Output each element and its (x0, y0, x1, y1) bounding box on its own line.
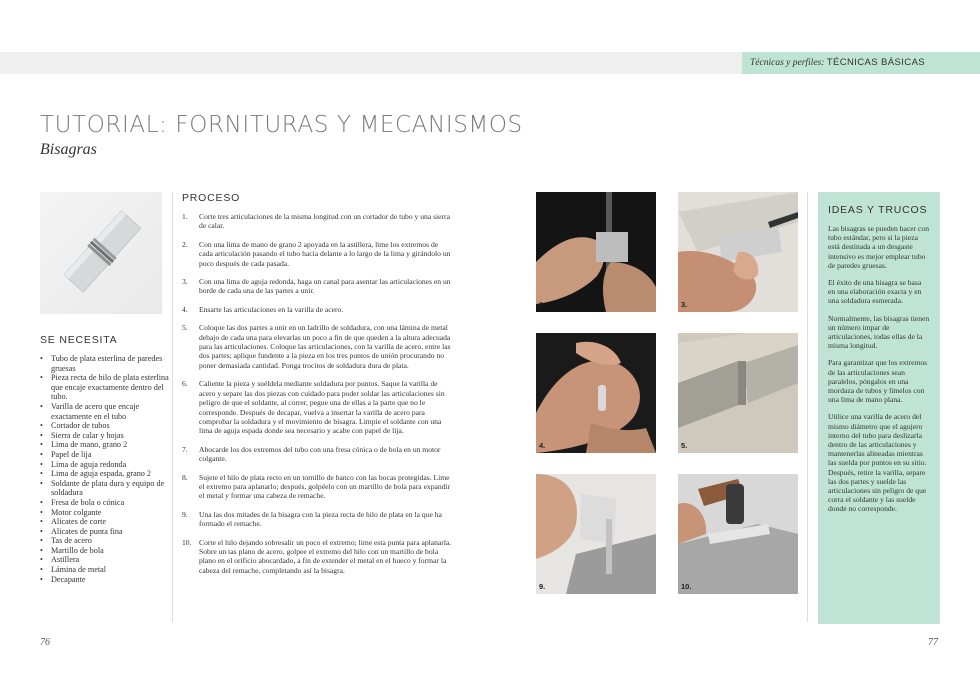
step-photo-4 (536, 333, 656, 453)
page-title: TUTORIAL: FORNITURAS Y MECANISMOS (40, 112, 523, 138)
step-number: 9. (182, 509, 188, 519)
photo-label: 3. (681, 300, 688, 309)
step-number: 4. (182, 304, 188, 314)
list-item: • Fresa de bola o cónica (40, 498, 172, 508)
hinge-product-photo (40, 192, 162, 314)
list-item: • Alicates de punta fina (40, 527, 172, 537)
photo-label: 1. (539, 300, 546, 309)
list-item: • Lima de mano, grano 2 (40, 440, 172, 450)
ideas-paragraph: El éxito de una bisagra se basa en una elaboración exacta y en una soldadura esmerada. (828, 278, 922, 306)
process-step (182, 445, 452, 464)
process-step (182, 212, 452, 231)
column-divider (172, 192, 173, 622)
step-number: 6. (182, 379, 188, 389)
step-photo-1 (536, 192, 656, 312)
step-number: 2. (182, 239, 188, 249)
section-tag-caps: TÉCNICAS BÁSICAS (826, 57, 926, 68)
page-number-left: 76 (40, 637, 50, 648)
ideas-paragraph: Normalmente, las bisagras tienen un número impar de articulaciones, todas ellas de la misma longitud. (828, 313, 930, 351)
process-step (182, 473, 452, 501)
list-item: • Lámina de metal (40, 565, 172, 575)
list-item: • Sierra de calar y hojas (40, 431, 172, 441)
step-text: Coloque las dos partes a unir en un ladrillo de soldadura, con una lámina de metal debajo de cada una para elevarlas un poco a fin de que queden a la altura adecuada para las articulaciones. Coloque las articulaciones, con la varilla de acero, entre las dos partes; aplique fundente a la pieza en los tres puntos de unión procurando no poner demasiada cantidad. Ponga trocitos de soldadura dura de plata. (199, 323, 451, 370)
process-step (182, 305, 452, 314)
step-text: Ensarte las articulaciones en la varilla de acero. (199, 304, 344, 314)
step-photo-5 (678, 333, 798, 453)
step-number: 3. (182, 277, 188, 287)
photo-label: 4. (539, 441, 546, 450)
step-number: 5. (182, 323, 188, 333)
section-tag (742, 52, 980, 74)
step-photo-3 (678, 192, 798, 312)
list-item: • Pieza recta de hilo de plata esterlina que encaje exactamente dentro del tubo. (40, 373, 172, 402)
photo-label: 5. (681, 441, 688, 450)
ideas-box (818, 192, 940, 624)
step-number: 8. (182, 472, 188, 482)
step-number: 10. (182, 537, 192, 547)
list-item: • Tubo de plata esterlina de paredes gruesas (40, 354, 172, 373)
step-text: Sujete el hilo de plata recto en un tornillo de banco con las bocas protegidas. Lime el extremo para aplanarlo; después, golpéelo con un martillo de bola para expandir el metal y formar una cabeza de remache. (199, 472, 451, 501)
process-step (182, 323, 452, 370)
list-item: • Varilla de acero que encaje exactamente en el tubo (40, 402, 172, 421)
step-text: Caliente la pieza y suéldela mediante soldadura por puntos. Saque la varilla de acero y separe las dos piezas con cuidado para poder soldar las articulaciones sin peligro de que el soldante, al correr, pegue una de ellas a la parte que no le corresponde. Después de decapar, vuelva a insertar la varilla de acero para comprobar la soldadura y el movimiento de bisagra. Limpie el soldante con una lima de aguja espada donde sea necesario y acabe con papel de lija. (199, 379, 445, 436)
list-item: • Cortador de tubos (40, 421, 172, 431)
step-text: Abocarde los dos extremos del tubo con una fresa cónica o de bola en un motor colgante. (199, 444, 441, 464)
process-heading: PROCESO (182, 192, 241, 204)
ideas-paragraph: Utilice una varilla de acero del mismo diámetro que el agujero interno del tubo para deslizarla dentro de las articulaciones y mantenerlas alineadas mientras las suelda por puntos en su sitio. Después, retire la varilla, separe las dos partes y suelde las articulaciones sin peligro de que corra el soldante y las suelde donde no corresponde. (828, 412, 927, 514)
list-item: • Soldante de plata dura y equipo de soldadura (40, 479, 172, 498)
process-step (182, 510, 452, 529)
process-step (182, 538, 452, 576)
list-item: • Decapante (40, 575, 172, 585)
list-item: • Tas de acero (40, 536, 172, 546)
step-photo-9 (536, 474, 656, 594)
process-step (182, 240, 452, 268)
list-item: • Martillo de bola (40, 546, 172, 556)
step-text: Con una lima de aguja redonda, haga un canal para asentar las articulaciones en un borde de cada una de las partes a unir. (199, 277, 451, 296)
materials-list (40, 334, 172, 584)
step-text: Con una lima de mano de grano 2 apoyada en la astillera, lime los extremos de cada articulación pasando el tubo hacia delante a lo largo de la lima y girándolo un poco después de cada pasada. (199, 239, 451, 268)
section-tag-italic: Técnicas y perfiles: (750, 58, 825, 68)
photo-label: 9. (539, 582, 546, 591)
process-step (182, 379, 452, 435)
ideas-paragraph: Para garantizar que los extremos de las articulaciones sean paralelos, póngalos en una mordaza de tubos y límelos con una lima de mano plana. (828, 358, 928, 405)
list-item: • Lima de aguja espada, grano 2 (40, 469, 172, 479)
page-number-right: 77 (928, 637, 938, 648)
page-subtitle: Bisagras (40, 141, 97, 158)
ideas-heading: IDEAS Y TRUCOS (828, 204, 928, 216)
process-step (182, 277, 452, 296)
step-number: 7. (182, 444, 188, 454)
column-divider (807, 192, 808, 622)
list-item: • Alicates de corte (40, 517, 172, 527)
photo-label: 10. (681, 582, 692, 591)
list-item: • Astillera (40, 555, 172, 565)
step-photo-10 (678, 474, 798, 594)
list-item: • Papel de lija (40, 450, 172, 460)
step-number: 1. (182, 212, 188, 221)
list-item: • Lima de aguja redonda (40, 460, 172, 470)
ideas-paragraph: Las bisagras se pueden hacer con tubo estándar, pero si la pieza está destinada a un desgaste intensivo es mejor emplear tubo de paredes gruesas. (828, 224, 929, 270)
step-text: Corte tres articulaciones de la misma longitud con un cortador de tubo y una sierra de calar. (199, 212, 450, 231)
step-text: Una las dos mitades de la bisagra con la pieza recta de hilo de plata en la que ha formado el remache. (199, 509, 442, 529)
step-text: Corte el hilo dejando sobresalir un poco el extremo; lime esta punta para aplanarla. Sobre un tas plano de acero, golpee el extremo del hilo con un martillo de bola plano en el orificio abocardado, a fin de extender el metal en el hueco y formar la cabeza del remache, completando así la bisagra. (199, 537, 452, 575)
process-section (182, 192, 452, 584)
materials-heading: SE NECESITA (40, 334, 118, 346)
list-item: • Motor colgante (40, 508, 172, 518)
